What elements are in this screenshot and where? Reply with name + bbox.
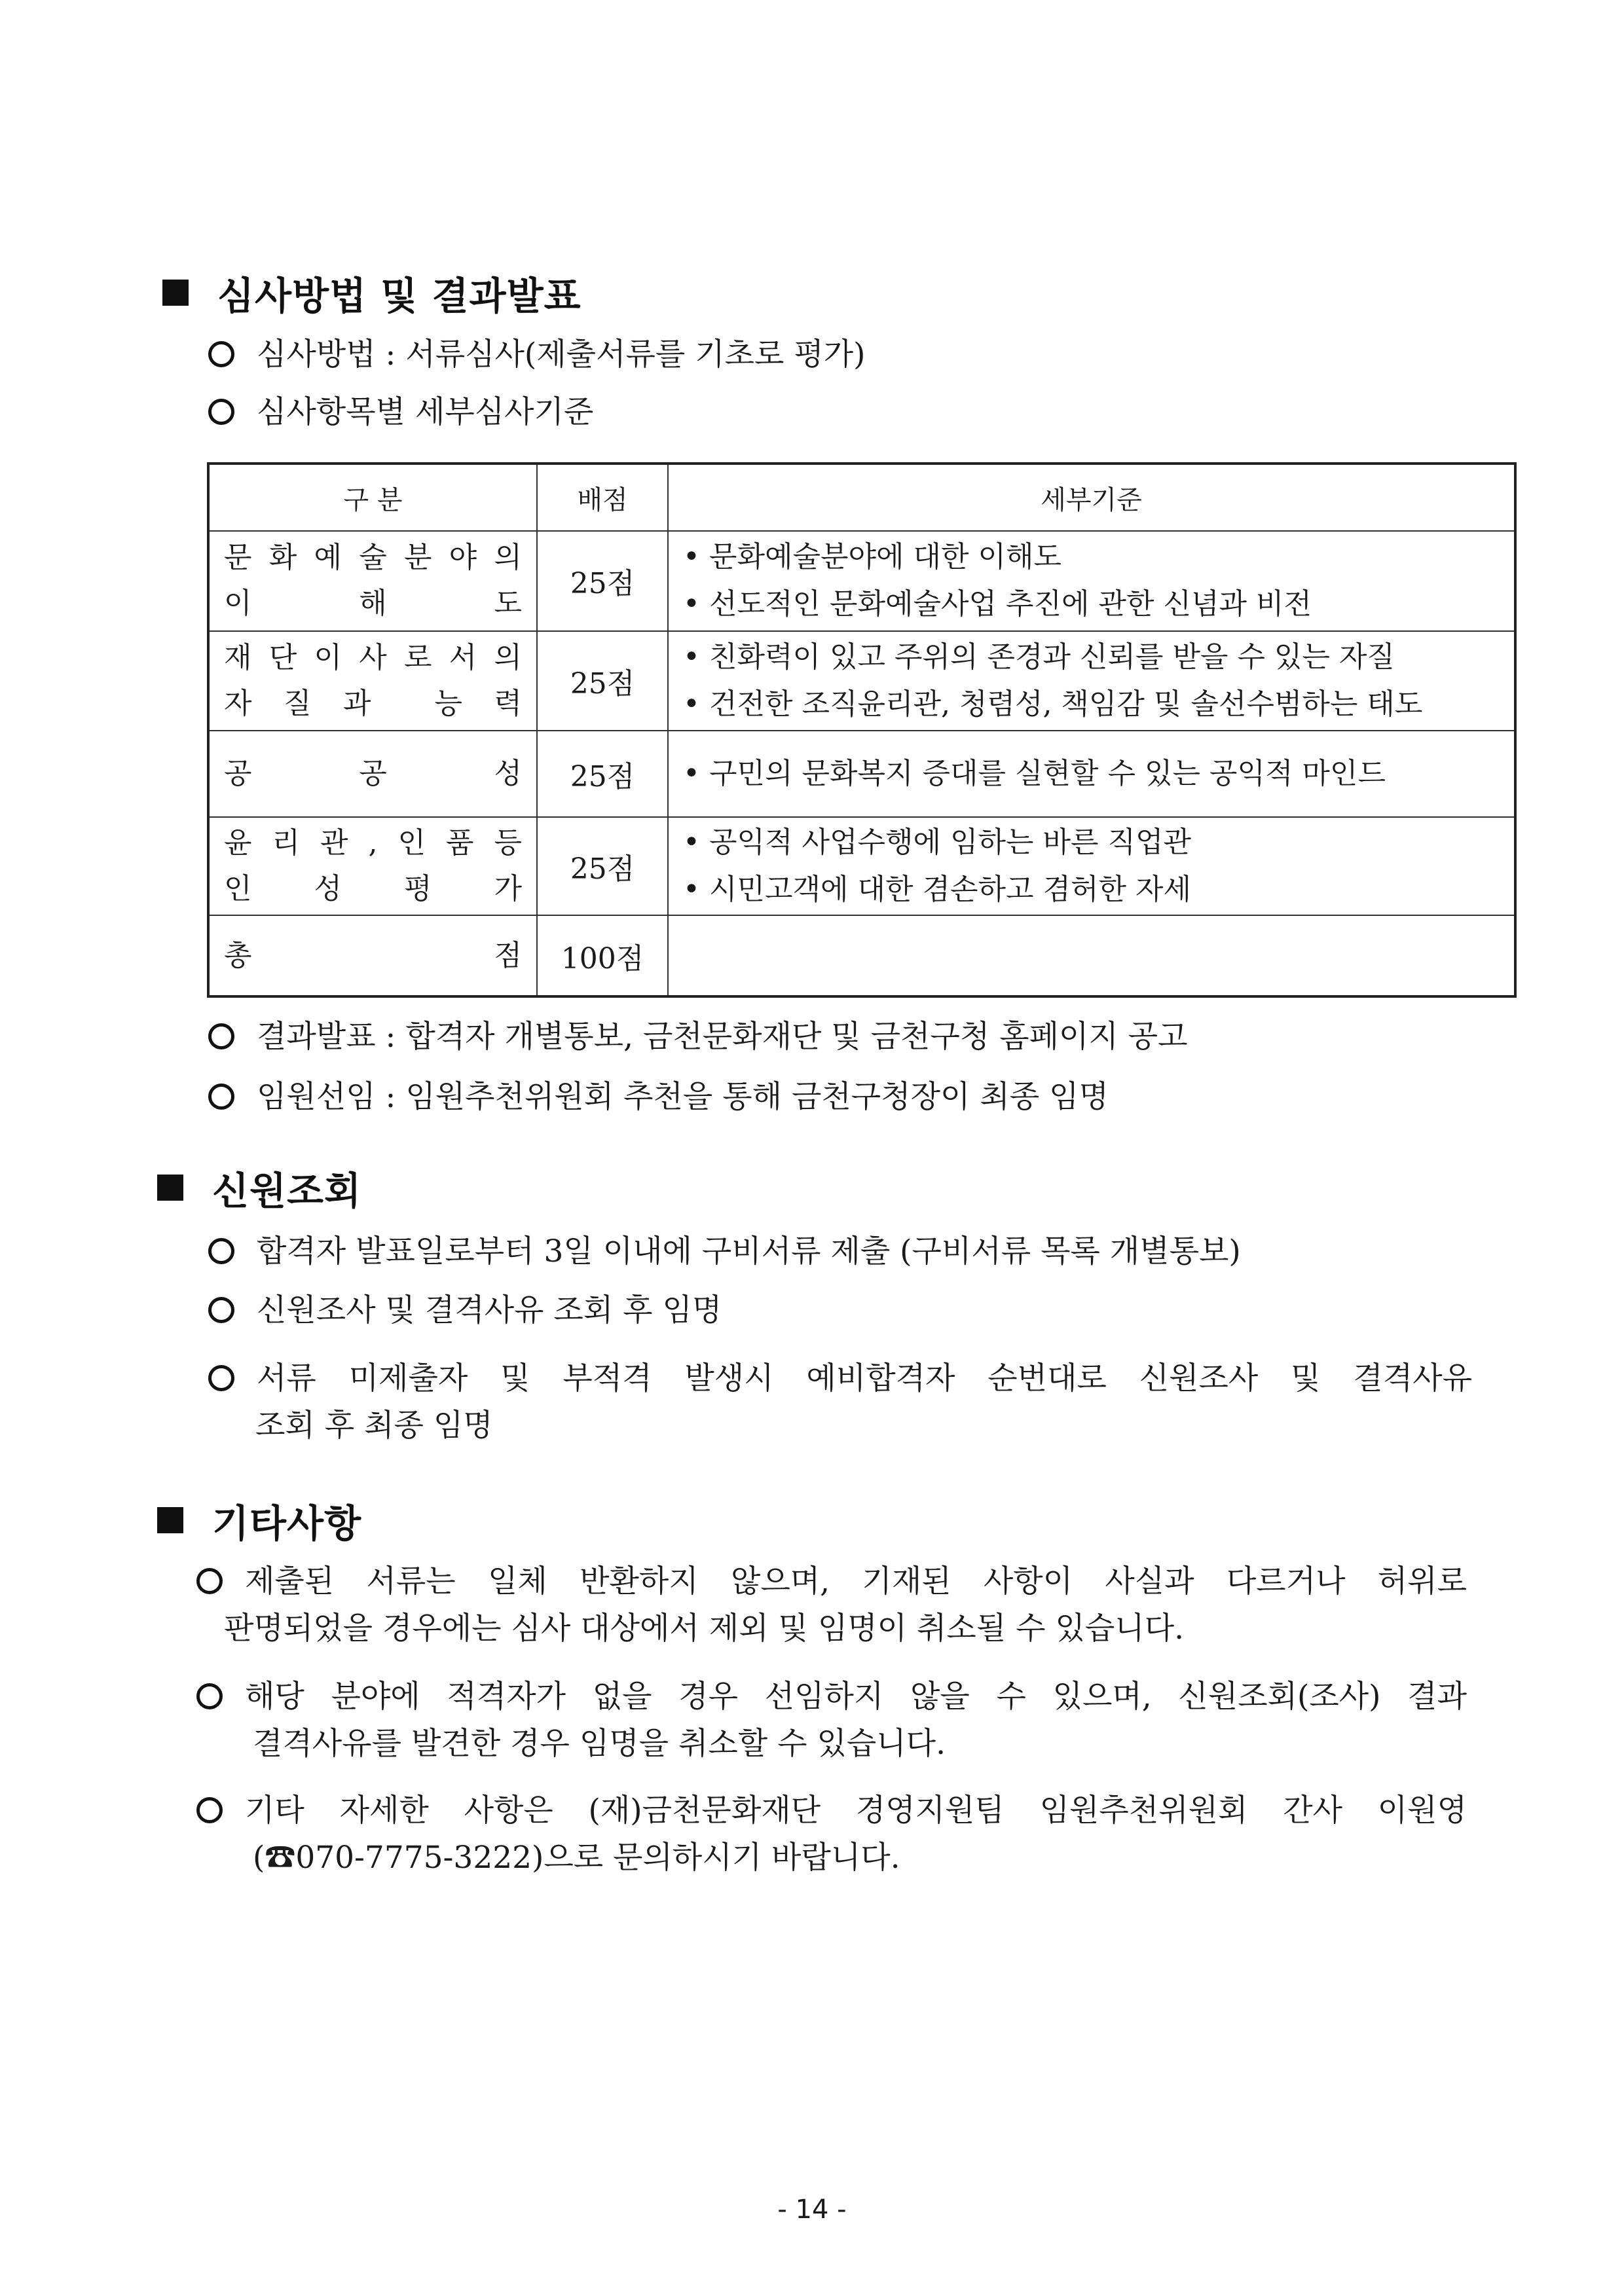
header-score: 배점 <box>537 464 668 531</box>
table-total-row <box>208 915 1515 996</box>
bullet-result-announcement: 결과발표 : 합격자 개별통보, 금천문화재단 및 금천구청 홈페이지 공고 <box>208 1013 1188 1061</box>
circle-bullet-icon <box>196 1797 223 1823</box>
circle-bullet-icon <box>196 1683 223 1709</box>
square-bullet-icon <box>157 1175 183 1201</box>
category-cell: 문 화 예 술 분 야 의 이 해 도 <box>208 531 537 630</box>
section-heading-review <box>162 265 581 320</box>
bullet-appointment: 임원선임 : 임원추천위원회 추천을 통해 금천구청장이 최종 임명 <box>208 1074 1109 1121</box>
criteria-cell: • 공익적 사업수행에 임하는 바른 직업관 • 시민고객에 대한 겸손하고 겸허한 자세 <box>668 817 1515 915</box>
category-cell: 공 공 성 <box>208 731 537 817</box>
bullet-background-check: 신원조사 및 결격사유 조회 후 임명 <box>208 1287 722 1334</box>
circle-bullet-icon <box>208 399 234 425</box>
section-title: 신원조회 <box>212 1169 362 1213</box>
circle-bullet-icon <box>208 1238 234 1264</box>
score-cell: 25점 <box>537 531 668 630</box>
criteria-cell: • 문화예술분야에 대한 이해도 • 선도적인 문화예술사업 추진에 관한 신념과 비전 <box>668 531 1515 630</box>
section-heading-background-check <box>157 1160 361 1215</box>
table-row <box>208 731 1515 817</box>
criteria-cell: • 구민의 문화복지 증대를 실현할 수 있는 공익적 마인드 <box>668 731 1515 817</box>
table-row <box>208 631 1515 731</box>
score-cell: 25점 <box>537 731 668 817</box>
table-header-row <box>208 464 1515 531</box>
score-cell: 25점 <box>537 631 668 731</box>
circle-bullet-icon <box>208 1023 234 1049</box>
section-heading-misc <box>157 1493 361 1548</box>
criteria-table <box>207 462 1517 998</box>
score-cell: 25점 <box>537 817 668 915</box>
category-cell: 재 단 이 사 로 서 의 자 질 과 능 력 <box>208 631 537 731</box>
table-row <box>208 531 1515 630</box>
circle-bullet-icon <box>196 1568 223 1594</box>
category-cell: 윤 리 관 , 인 품 등 인 성 평 가 <box>208 817 537 915</box>
bullet-review-criteria: 심사항목별 세부심사기준 <box>208 389 593 436</box>
circle-bullet-icon <box>208 341 234 367</box>
category-cell: 총 점 <box>208 915 537 996</box>
score-cell: 100점 <box>537 915 668 996</box>
bullet-document-submission: 합격자 발표일로부터 3일 이내에 구비서류 제출 (구비서류 목록 개별통보) <box>208 1228 1241 1275</box>
circle-bullet-icon <box>208 1297 234 1323</box>
bullet-no-qualified: 해당 분야에 적격자가 없을 경우 선임하지 않을 수 있으며, 신원조회(조사) 결과 결격사유를 발견한 경우 임명을 취소할 수 있습니다. <box>196 1673 1467 1768</box>
criteria-cell: • 친화력이 있고 주위의 존경과 신뢰를 받을 수 있는 자질 • 건전한 조직윤리관, 청렴성, 책임감 및 솔선수범하는 태도 <box>668 631 1515 731</box>
page-number: - 14 - <box>777 2195 847 2225</box>
criteria-cell <box>668 915 1515 996</box>
bullet-document-return: 제출된 서류는 일체 반환하지 않으며, 기재된 사항이 사실과 다르거나 허위로 판명되었을 경우에는 심사 대상에서 제외 및 임명이 취소될 수 있습니다. <box>196 1558 1467 1652</box>
bullet-missing-documents: 서류 미제출자 및 부적격 발생시 예비합격자 순번대로 신원조사 및 결격사유 조회 후 최종 임명 <box>208 1355 1472 1449</box>
header-criteria: 세부기준 <box>668 464 1515 531</box>
header-category: 구 분 <box>208 464 537 531</box>
circle-bullet-icon <box>208 1084 234 1110</box>
section-title: 심사방법 및 결과발표 <box>217 274 581 318</box>
bullet-review-method: 심사방법 : 서류심사(제출서류를 기초로 평가) <box>208 331 866 378</box>
table-row <box>208 817 1515 915</box>
section-title: 기타사항 <box>212 1501 362 1546</box>
circle-bullet-icon <box>208 1365 234 1391</box>
bullet-contact: 기타 자세한 사항은 (재)금천문화재단 경영지원팀 임원추천위원회 간사 이원영 (☎070-7775-3222)으로 문의하시기 바랍니다. <box>196 1787 1467 1882</box>
square-bullet-icon <box>162 280 189 306</box>
square-bullet-icon <box>157 1507 183 1533</box>
